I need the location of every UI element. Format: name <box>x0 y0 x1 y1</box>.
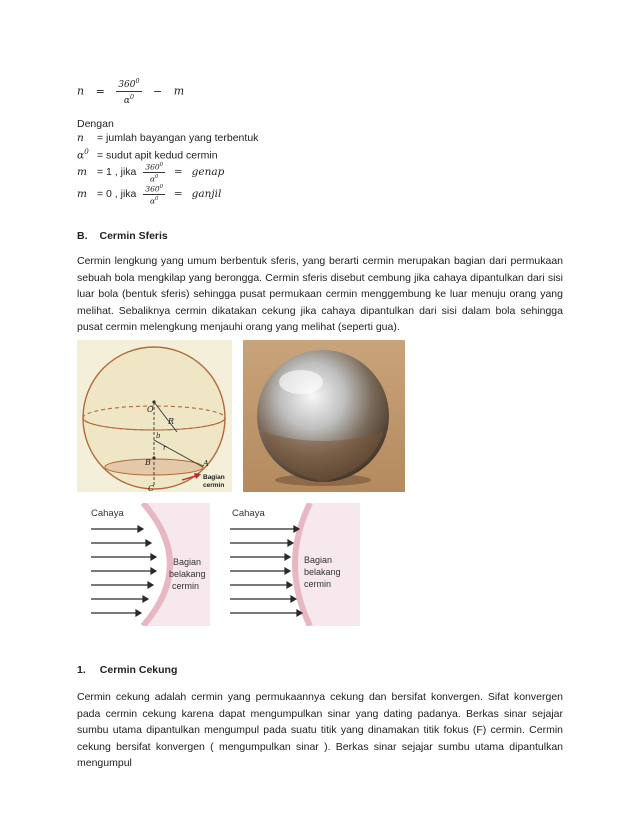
def-text: = sudut apit kedud cermin <box>97 149 218 162</box>
def-result: genap <box>191 165 225 178</box>
formula-minus: − <box>153 84 163 98</box>
section-b-heading <box>77 230 168 242</box>
definition-alpha <box>77 144 218 160</box>
section-1-number: 1. <box>77 664 86 676</box>
formula-m: m <box>173 84 185 98</box>
sphere-diagram <box>77 340 232 492</box>
mirror-right-label-2: belakang <box>304 567 341 577</box>
formula-den: α <box>123 96 130 106</box>
mirror-left-label-2: belakang <box>169 569 206 579</box>
mirror-right-label-1: Bagian <box>304 555 333 565</box>
section-b-number: B. <box>77 230 88 242</box>
def-symbol-sup: 0 <box>84 147 89 156</box>
definitions-intro: Dengan <box>77 118 114 130</box>
section-b-paragraph: Cermin lengkung yang umum berbentuk sferis, yang berarti cermin merupakan bagian dari permukaan sebuah bola mengkilap yang berongga. Cermin sferis disebut cembung jika cahaya dipantulkan dari sisi luar bola (bentuk sferis) sehingga pusat permukaan cermin menggembung ke luar menuju orang yang melihat. Sebaliknya cermin dikatakan cekung jika cahaya dipantulkan dari sisi dalam bola sehingga pusat cermin melengkung menjauhi orang yang melihat (seperti gua). <box>77 255 563 333</box>
mirror-left-cahaya-label: Cahaya <box>91 508 124 519</box>
formula-num-sup: 0 <box>135 78 140 85</box>
def-eq: = <box>173 165 183 178</box>
label-small-b: b <box>156 432 161 440</box>
formula-fraction <box>116 76 141 107</box>
def-num-sup: 0 <box>159 184 163 190</box>
def-fraction <box>143 161 165 183</box>
def-den: α <box>149 174 156 183</box>
label-small-r: r <box>163 444 167 452</box>
section-1-paragraph: Cermin cekung adalah cermin yang permukaannya cekung dan bersifat konvergen. Sifat konvergen pada cermin cekung karena dapat mengumpulkan sinar yang dating padanya. Berkas sinar sejajar sumbu utama dipantulkan mengumpul pada suatu titik yang dinamakan titik fokus (F) cermin. Cermin cekung bersifat konvergen ( mengumpulkan sinar ). Berkas sinar sejajar sumbu utama dipantulkan mengumpul <box>77 691 563 769</box>
formula-n: n <box>77 84 85 98</box>
def-den: α <box>149 196 156 205</box>
label-b: B <box>145 458 151 467</box>
point-o <box>152 400 155 403</box>
ball-highlight <box>279 370 323 394</box>
formula-den-sup: 0 <box>129 94 134 101</box>
formula-equals: = <box>95 84 105 98</box>
section-1-heading <box>77 664 177 676</box>
def-symbol: α <box>77 149 85 162</box>
definition-m-ganjil <box>77 183 222 205</box>
label-o: O <box>147 405 154 414</box>
def-num-sup: 0 <box>159 162 163 168</box>
label-c: C <box>148 484 155 492</box>
label-a: A <box>203 459 209 468</box>
def-den-sup: 0 <box>155 195 159 202</box>
mirror-right-label-3: cermin <box>304 579 332 589</box>
def-result: ganjil <box>191 187 222 200</box>
def-eq: = <box>173 187 183 200</box>
def-fraction <box>143 183 165 205</box>
def-num: 360 <box>145 184 160 194</box>
definition-m-genap <box>77 161 225 183</box>
def-symbol: m <box>77 187 87 200</box>
mirror-right-cahaya-label: Cahaya <box>232 508 265 519</box>
mirror-left-label-1: Bagian <box>173 557 202 567</box>
label-cermin: cermin <box>203 482 225 489</box>
mirror-left-label-3: cermin <box>172 581 200 591</box>
main-formula <box>77 76 184 107</box>
label-r: R <box>168 417 175 426</box>
section-b-title: Cermin Sferis <box>99 230 168 242</box>
section-1-title: Cermin Cekung <box>99 664 178 676</box>
def-text: = 1 , jika <box>97 165 137 178</box>
def-symbol: m <box>77 165 87 178</box>
point-b <box>152 456 155 459</box>
mirror-diagram-left <box>77 503 210 626</box>
def-text: = 0 , jika <box>97 187 137 200</box>
mirror-diagram-right <box>218 503 360 626</box>
def-num: 360 <box>145 162 160 172</box>
def-text: = jumlah bayangan yang terbentuk <box>97 132 259 144</box>
def-den-sup: 0 <box>155 173 159 180</box>
chrome-sphere-photo <box>243 340 405 492</box>
def-symbol: n <box>77 132 84 144</box>
formula-num: 360 <box>118 80 136 90</box>
label-bagian: Bagian <box>203 474 225 481</box>
